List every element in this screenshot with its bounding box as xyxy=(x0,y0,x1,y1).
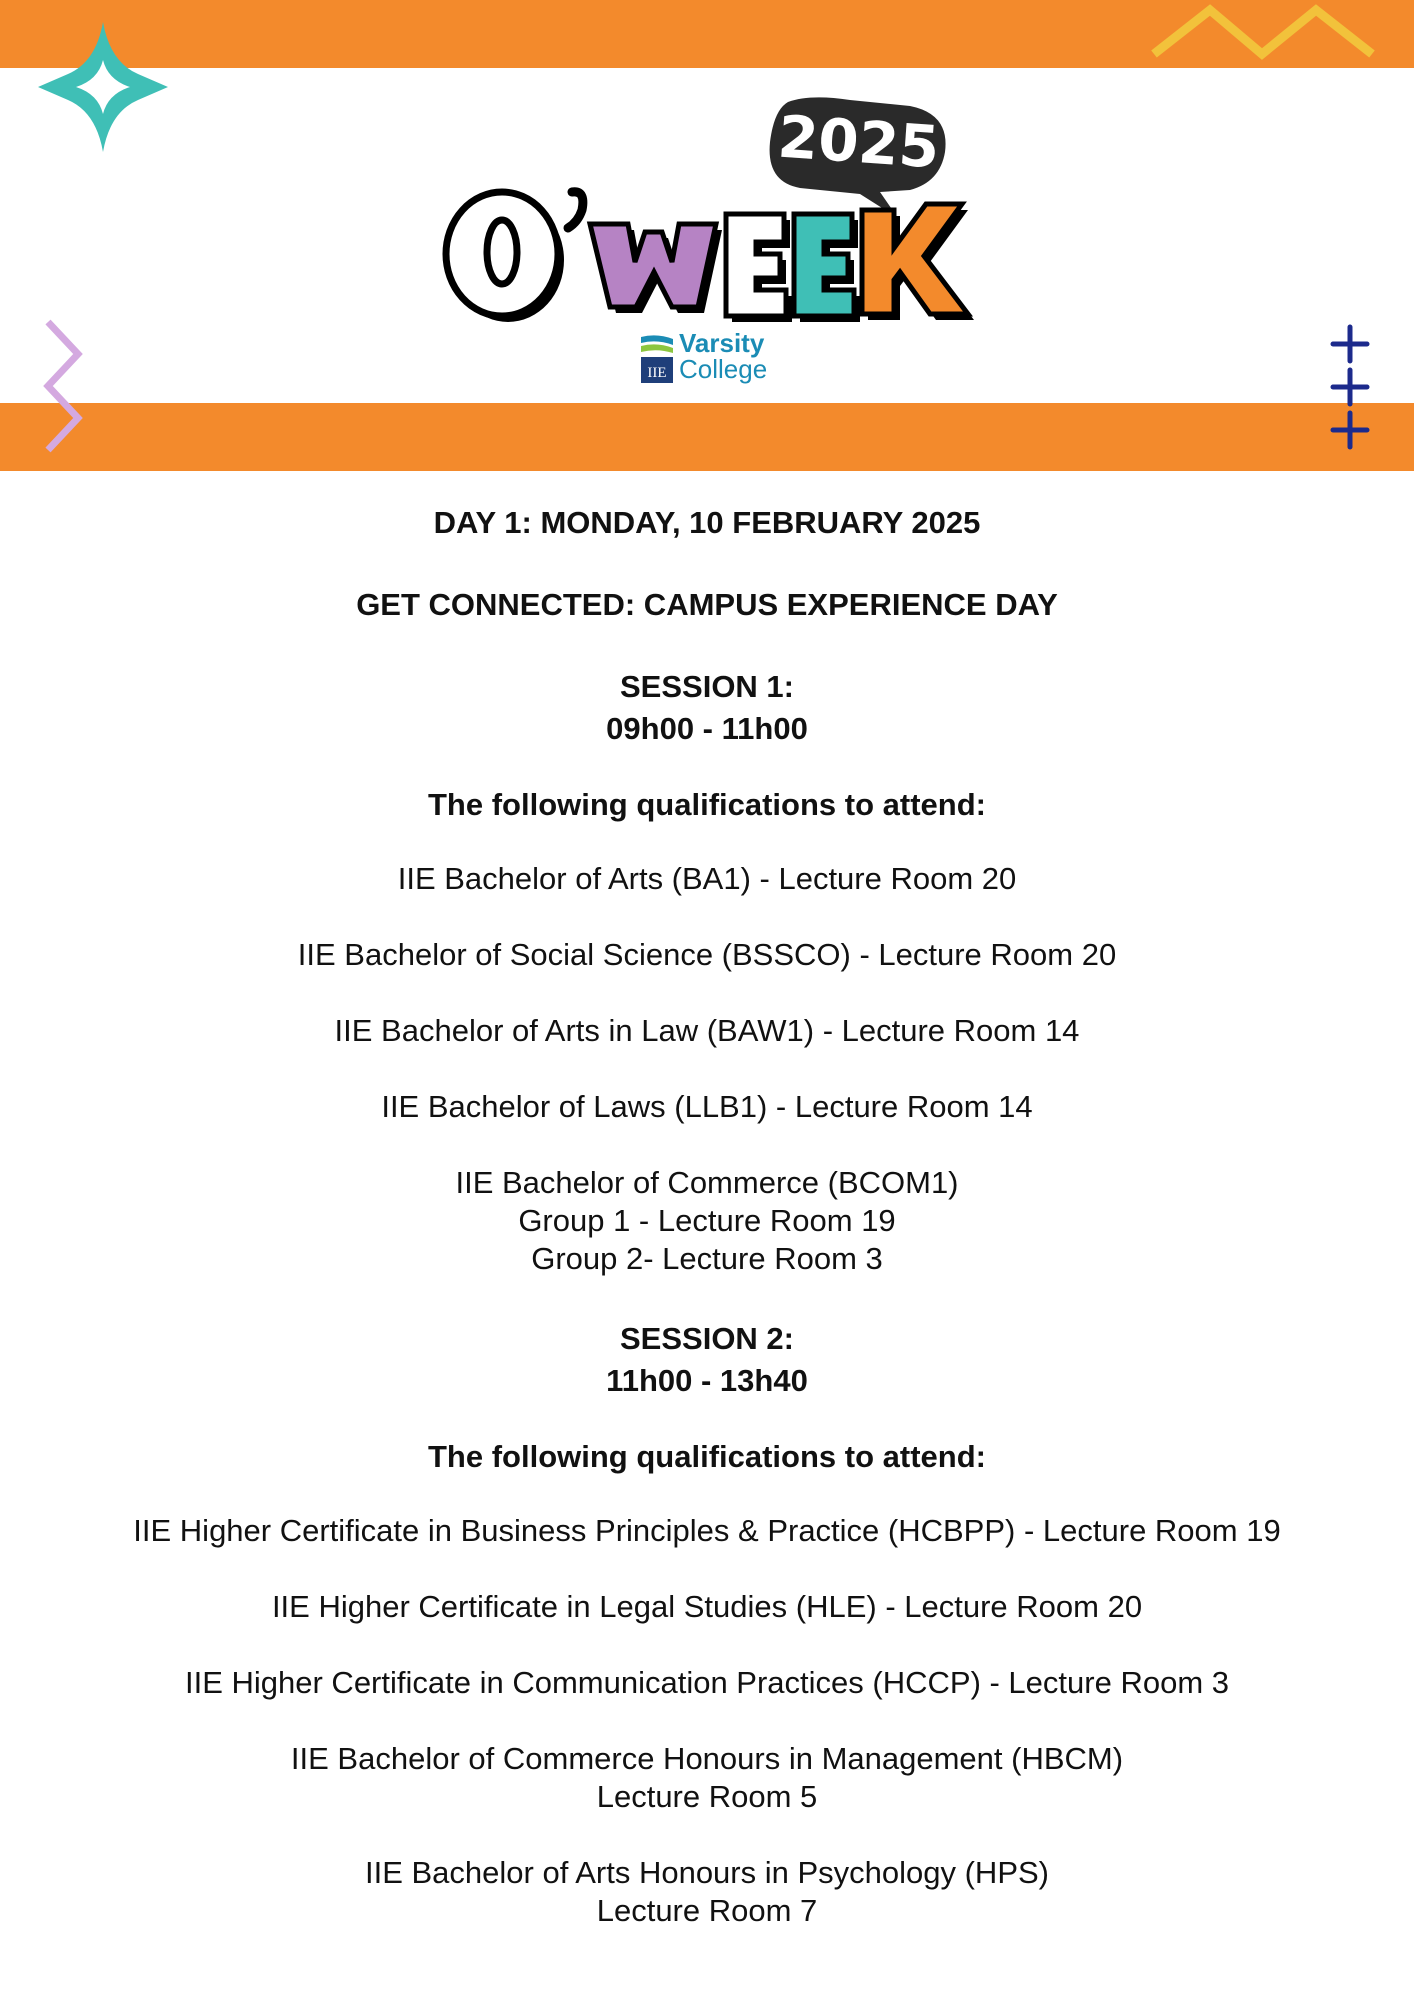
session1-time: 09h00 - 11h00 xyxy=(606,711,808,746)
session1-item: IIE Bachelor of Arts in Law (BAW1) - Lecture Room 14 xyxy=(334,1013,1080,1048)
session1-intro: The following qualifications to attend: xyxy=(428,787,986,822)
header-orange-band xyxy=(0,403,1414,471)
day-title: DAY 1: MONDAY, 10 FEBRUARY 2025 xyxy=(433,505,981,540)
day-theme: GET CONNECTED: CAMPUS EXPERIENCE DAY xyxy=(356,587,1058,622)
varsity-college-logo xyxy=(641,330,781,384)
commerce-group-2: Group 2- Lecture Room 3 xyxy=(531,1241,883,1276)
iie-badge-icon xyxy=(641,333,673,383)
college-name-line1: Varsity xyxy=(679,328,765,358)
session1-label: SESSION 1: xyxy=(620,669,794,704)
college-name-line2: College xyxy=(679,354,768,384)
session2-item: IIE Higher Certificate in Business Principles & Practice (HCBPP) - Lecture Room 19 xyxy=(133,1513,1281,1548)
honours-qualification: IIE Bachelor of Arts Honours in Psychology (HPS) xyxy=(364,1855,1049,1890)
session1-item: IIE Bachelor of Social Science (BSSCO) - Lecture Room 20 xyxy=(297,937,1117,972)
honours-room: Lecture Room 7 xyxy=(596,1893,818,1928)
college-name xyxy=(679,330,767,382)
sparkle-icon xyxy=(38,22,168,152)
session2-label: SESSION 2: xyxy=(620,1321,794,1356)
honours-room: Lecture Room 5 xyxy=(596,1779,818,1814)
logo-year: 2025 xyxy=(775,102,942,182)
schedule-content xyxy=(0,502,1414,1930)
commerce-qualification: IIE Bachelor of Commerce (BCOM1) xyxy=(455,1165,959,1200)
session1-item: IIE Bachelor of Laws (LLB1) - Lecture Room 14 xyxy=(381,1089,1033,1124)
plus-signs-icon xyxy=(1322,323,1378,451)
commerce-group-1: Group 1 - Lecture Room 19 xyxy=(518,1203,896,1238)
session2-time: 11h00 - 13h40 xyxy=(606,1363,808,1398)
honours-qualification: IIE Bachelor of Commerce Honours in Management (HBCM) xyxy=(290,1741,1124,1776)
chevron-zigzag-icon xyxy=(40,318,90,456)
session1-item: IIE Bachelor of Arts (BA1) - Lecture Room 20 xyxy=(397,861,1017,896)
session2-item: IIE Higher Certificate in Legal Studies (HLE) - Lecture Room 20 xyxy=(271,1589,1143,1624)
zigzag-icon xyxy=(1150,2,1380,64)
oweek-logo xyxy=(440,92,985,324)
session2-item: IIE Higher Certificate in Communication Practices (HCCP) - Lecture Room 3 xyxy=(184,1665,1229,1700)
session2-intro: The following qualifications to attend: xyxy=(428,1439,986,1474)
iie-badge-text: IIE xyxy=(647,365,667,381)
